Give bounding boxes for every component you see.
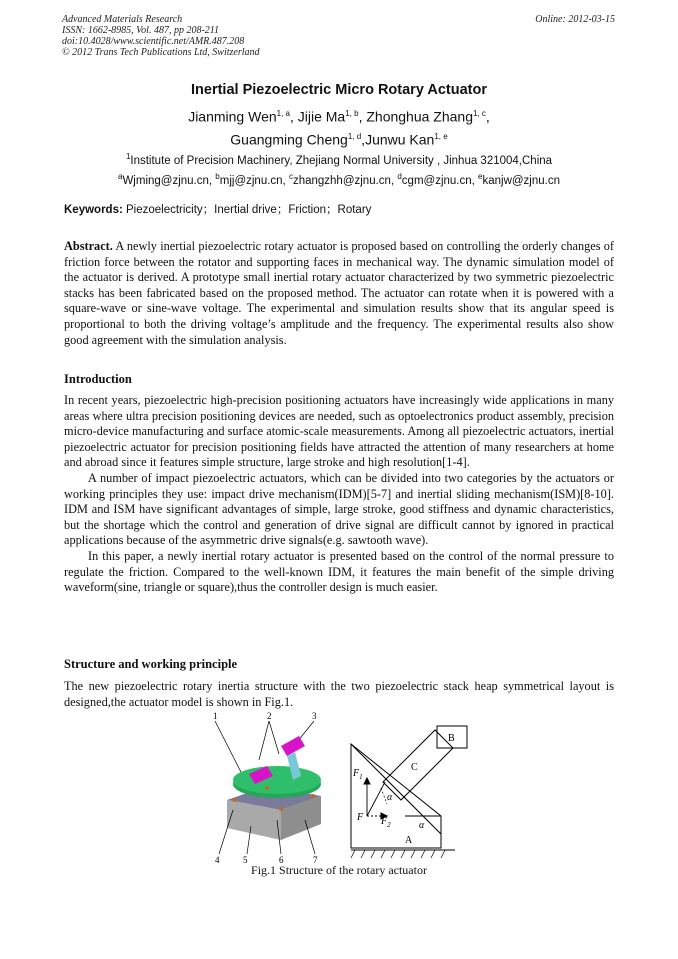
journal-header bbox=[62, 14, 260, 58]
author-sup: 1, a bbox=[276, 109, 290, 118]
structure-heading: Structure and working principle bbox=[64, 657, 238, 671]
author-name: Zhonghua Zhang bbox=[366, 108, 473, 125]
force-f2-label: $F_2$ bbox=[381, 816, 391, 829]
email-link[interactable]: cgm@zjnu.cn, bbox=[401, 174, 479, 187]
intro-paragraph-1: In recent years, piezoelectric high-precision positioning actuators have increasingly wide applications in many areas where ultra precision positioning devices are needed, such as optoelectronics product assembly, precision micro-device manufacturing and surface atomic-scale measurements. Among all piezoelectric actuators, inertial piezoelectric actuator for precision positioning fields have attracted the attention of many researchers at home and abroad since it features simple structure, large stroke and high resolution[1-4]. bbox=[64, 393, 614, 470]
figure-label: 4 bbox=[215, 855, 220, 865]
keywords-text: Piezoelectricity；Inertial drive；Friction；Rotary bbox=[122, 204, 372, 216]
abstract-label: Abstract. bbox=[64, 239, 113, 253]
email-link[interactable]: kanjw@zjnu.cn bbox=[482, 174, 560, 187]
online-date: Online: 2012-03-15 bbox=[535, 14, 615, 25]
journal-issn: ISSN: 1662-8985, Vol. 487, pp 208-211 bbox=[62, 25, 220, 36]
intro-paragraph-3: In this paper, a newly inertial rotary actuator is presented based on the control of the normal pressure to regulate the friction. Compared to the well-known IDM, it features the main benefit of the simple driving waveform(sine, triangle or square),thus the controller design is much easier. bbox=[64, 548, 614, 595]
author-name: Guangming Cheng bbox=[230, 131, 348, 148]
figure-label: 5 bbox=[243, 855, 248, 865]
abstract-paragraph bbox=[64, 239, 614, 348]
author-sup: 1, b bbox=[345, 109, 359, 118]
email-sup: e bbox=[478, 171, 483, 181]
angle-alpha-label: α bbox=[419, 820, 425, 831]
figure-label: 6 bbox=[279, 855, 284, 865]
journal-doi[interactable]: doi:10.4028/www.scientific.net/AMR.487.208 bbox=[62, 36, 245, 47]
wedge-a bbox=[351, 744, 441, 848]
introduction-body bbox=[64, 393, 614, 596]
label-b: B bbox=[448, 733, 455, 744]
author-sup: 1, c bbox=[473, 109, 486, 118]
author-name: Jianming Wen bbox=[188, 108, 277, 125]
author-sup: 1, e bbox=[434, 131, 448, 141]
intro-paragraph-2: A number of impact piezoelectric actuators, which can be divided into two categories by the actuators or working principles they use: impact drive mechanism(IDM)[5-7] and inertial sliding mechanism(ISM)[8-10]. IDM and ISM have significant advantages of simple, large stroke, good stiffness and dynamic characteristics, but the shortage which the control and generation of drive signal are difficult cannot by ignored in practical applications because of the asymmetric drive signals(e.g. sawtooth wave). bbox=[64, 470, 614, 548]
figure-label: 1 bbox=[213, 711, 218, 721]
email-list bbox=[0, 169, 678, 189]
figure-label: 3 bbox=[312, 711, 317, 721]
journal-name: Advanced Materials Research bbox=[62, 14, 183, 25]
author-sup: 1, d bbox=[347, 131, 362, 141]
keywords-line bbox=[64, 201, 371, 217]
email-link[interactable]: mjj@zjnu.cn, bbox=[219, 174, 289, 187]
force-f1-label: $F_1$ bbox=[353, 768, 363, 781]
rotor-disk bbox=[233, 766, 321, 794]
figure-label: 7 bbox=[313, 855, 318, 865]
author-name: Junwu Kan bbox=[365, 131, 435, 148]
figure-1 bbox=[205, 708, 475, 870]
email-sup: c bbox=[288, 171, 293, 181]
figure-label: 2 bbox=[267, 711, 272, 721]
email-sup: a bbox=[118, 171, 123, 181]
email-sup: d bbox=[397, 171, 402, 181]
email-link[interactable]: zhangzhh@zjnu.cn, bbox=[292, 174, 398, 187]
label-a: A bbox=[405, 835, 413, 846]
structure-body bbox=[64, 679, 614, 710]
structure-paragraph-1: The new piezoelectric rotary inertia structure with the two piezoelectric stack heap symmetrical layout is designed,the actuator model is shown in Fig.1. bbox=[64, 679, 614, 709]
force-f-label: F bbox=[357, 812, 364, 823]
abstract-text: A newly inertial piezoelectric rotary actuator is proposed based on controlling the orderly changes of friction force between the rotator and supporting faces in mechanical way. The dynamic simulation model of the actuator is derived. A prototype small inertial rotary actuator characterized by two symmetric piezoelectric stacks has been fabricated based on the proposed method. The actuator can rotate when it is powered with a square-wave or sine-wave voltage. The experimental and simulation results show that its angular speed is proportional to both the driving voltage’s amplitude and the frequency. The experimental results also show good agreement with the simulation analysis. bbox=[64, 239, 614, 347]
introduction-heading: Introduction bbox=[64, 372, 132, 386]
journal-copyright: © 2012 Trans Tech Publications Ltd, Switzerland bbox=[62, 47, 260, 58]
rod-c bbox=[383, 730, 453, 800]
angle-alpha-label: α bbox=[387, 792, 393, 803]
author-name: Jijie Ma bbox=[297, 108, 346, 125]
affiliation-sup: 1 bbox=[125, 152, 131, 161]
figure-caption: Fig.1 Structure of the rotary actuator bbox=[251, 863, 427, 877]
paper-title: Inertial Piezoelectric Micro Rotary Actuator bbox=[191, 82, 487, 98]
label-c: C bbox=[411, 762, 418, 773]
author-list: Jianming Wen$^{1, a}$, Jijie Ma$^{1, b}$, Zhonghua Zhang$^{1, c}$, Guangming Cheng$^{1, d}$,Junwu Kan$^{1, e}$ bbox=[188, 108, 490, 148]
keywords-label: Keywords: bbox=[64, 204, 123, 216]
email-sup: b bbox=[215, 171, 220, 181]
affiliation-text: Institute of Precision Machinery, Zhejiang Normal University , Jinhua 321004,China bbox=[130, 154, 553, 167]
affiliation-block bbox=[0, 149, 678, 189]
email-link[interactable]: Wjming@zjnu.cn, bbox=[122, 174, 216, 187]
actuator-3d-drawing bbox=[213, 711, 321, 865]
